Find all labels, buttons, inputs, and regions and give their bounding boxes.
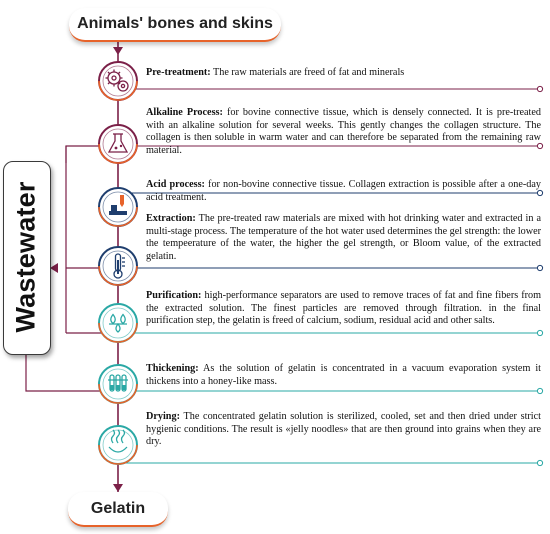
step-pretreatment xyxy=(146,67,541,80)
step-purification xyxy=(146,290,541,328)
step-title: Thickening: xyxy=(146,363,199,374)
step-acid-process xyxy=(146,179,541,204)
step-text: high-performance separators are used to remove traces of fat and fine fibers from the extracted solution. The finest particles are removed through filtration. in the final purification step, the gelatin is freed of calcium, sodium, residual acid and other salts. xyxy=(146,290,541,327)
step-title: Extraction: xyxy=(146,213,196,224)
thermometer-icon xyxy=(99,247,137,285)
step-extraction xyxy=(146,213,541,263)
dropper-icon xyxy=(99,188,137,226)
start-label: Animals' bones and skins xyxy=(69,8,281,42)
step-alkaline-process xyxy=(146,107,541,157)
step-title: Acid process: xyxy=(146,179,205,190)
connector-dot xyxy=(537,86,542,91)
step-text: for non-bovine connective tissue. Collagen extraction is possible after a one-day acid treatment. xyxy=(146,179,541,203)
gears-icon xyxy=(99,62,137,100)
arrow-down-icon xyxy=(113,47,123,55)
steam-hand-icon xyxy=(99,426,137,464)
step-thickening xyxy=(146,363,541,388)
step-title: Pre-treatment: xyxy=(146,67,211,78)
step-title: Purification: xyxy=(146,290,202,301)
step-title: Alkaline Process: xyxy=(146,107,223,118)
step-text: The pre-treated raw materials are mixed with hot drinking water and extracted in a multi-stage process. The temperature of the hot water used determines the gel strength: the lower the tempeerature of the water, the higher the gel strength, or Bloom value, of the extracted gelatin. xyxy=(146,213,542,262)
wastewater-label: Wastewater xyxy=(10,181,41,333)
step-text: As the solution of gelatin is concentrated in a vacuum evaporation system it thickens into a honey-like mass. xyxy=(146,363,541,387)
connector-dot xyxy=(537,265,542,270)
end-label: Gelatin xyxy=(68,492,168,527)
step-title: Drying: xyxy=(146,411,180,422)
step-text: The concentrated gelatin solution is sterilized, cooled, set and then dried under strict hygienic conditions. The result is «jelly noodles» that are then ground into grains when they are dry. xyxy=(146,411,541,448)
step-text: The raw materials are freed of fat and minerals xyxy=(210,67,405,78)
connector-dot xyxy=(537,460,542,465)
connector-dot xyxy=(537,330,542,335)
step-drying xyxy=(146,411,541,449)
step-text: for bovine connective tissue, which is densely connected. It is pre-treated with an alkaline solution for several weeks. This gently changes the collagen structure. The collagen is then soluble in warm water and can therefore be separated from the remaining raw material. xyxy=(146,107,541,156)
flask-icon xyxy=(99,125,137,163)
arrow-down-icon xyxy=(113,484,123,492)
connector-dot xyxy=(537,388,542,393)
arrow-left-icon xyxy=(50,263,58,273)
drops-icon xyxy=(99,304,137,342)
test-tubes-icon xyxy=(99,365,137,403)
